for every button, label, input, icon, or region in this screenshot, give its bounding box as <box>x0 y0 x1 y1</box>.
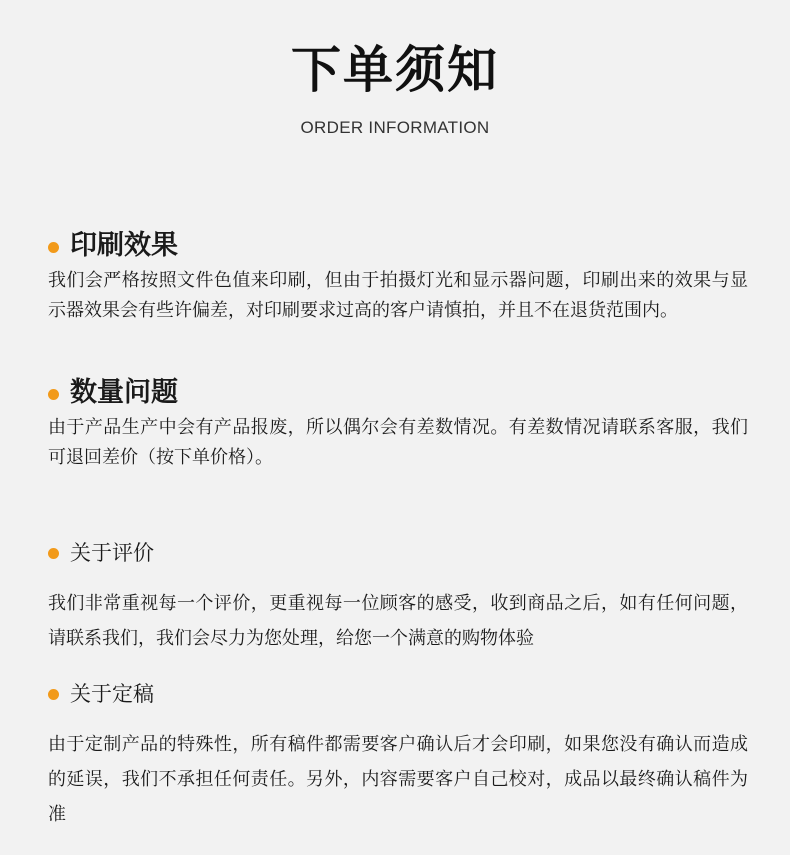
bullet-dot-icon <box>48 689 59 700</box>
section-body: 由于产品生产中会有产品报废，所以偶尔会有差数情况。有差数情况请联系客服，我们可退回差价（按下单价格）。 <box>48 417 748 468</box>
section-heading <box>48 679 748 715</box>
section-body: 由于定制产品的特殊性，所有稿件都需要客户确认后才会印刷，如果您没有确认而造成的延误，我们不承担任何责任。另外，内容需要客户自己校对，成品以最终确认稿件为准 <box>48 734 748 825</box>
section-final-draft <box>48 679 748 832</box>
section-heading <box>48 376 748 412</box>
bullet-dot-icon <box>48 389 59 400</box>
page-subtitle: ORDER INFORMATION <box>300 118 490 137</box>
section-heading <box>48 229 748 265</box>
section-heading <box>48 538 748 574</box>
bullet-dot-icon <box>48 548 59 559</box>
section-heading-text: 关于评价 <box>70 541 154 565</box>
section-quantity <box>48 376 748 473</box>
section-reviews <box>48 538 748 656</box>
page-title: 下单须知 <box>291 40 499 99</box>
section-heading-text: 数量问题 <box>70 377 178 408</box>
section-heading-text: 印刷效果 <box>70 230 178 261</box>
section-body: 我们非常重视每一个评价，更重视每一位顾客的感受，收到商品之后，如有任何问题，请联系我们，我们会尽力为您处理，给您一个满意的购物体验 <box>48 593 748 649</box>
section-print-effect <box>48 229 748 326</box>
bullet-dot-icon <box>48 242 59 253</box>
section-body: 我们会严格按照文件色值来印刷，但由于拍摄灯光和显示器问题，印刷出来的效果与显示器效果会有些许偏差，对印刷要求过高的客户请慎拍，并且不在退货范围内。 <box>48 270 748 321</box>
section-heading-text: 关于定稿 <box>70 682 154 706</box>
